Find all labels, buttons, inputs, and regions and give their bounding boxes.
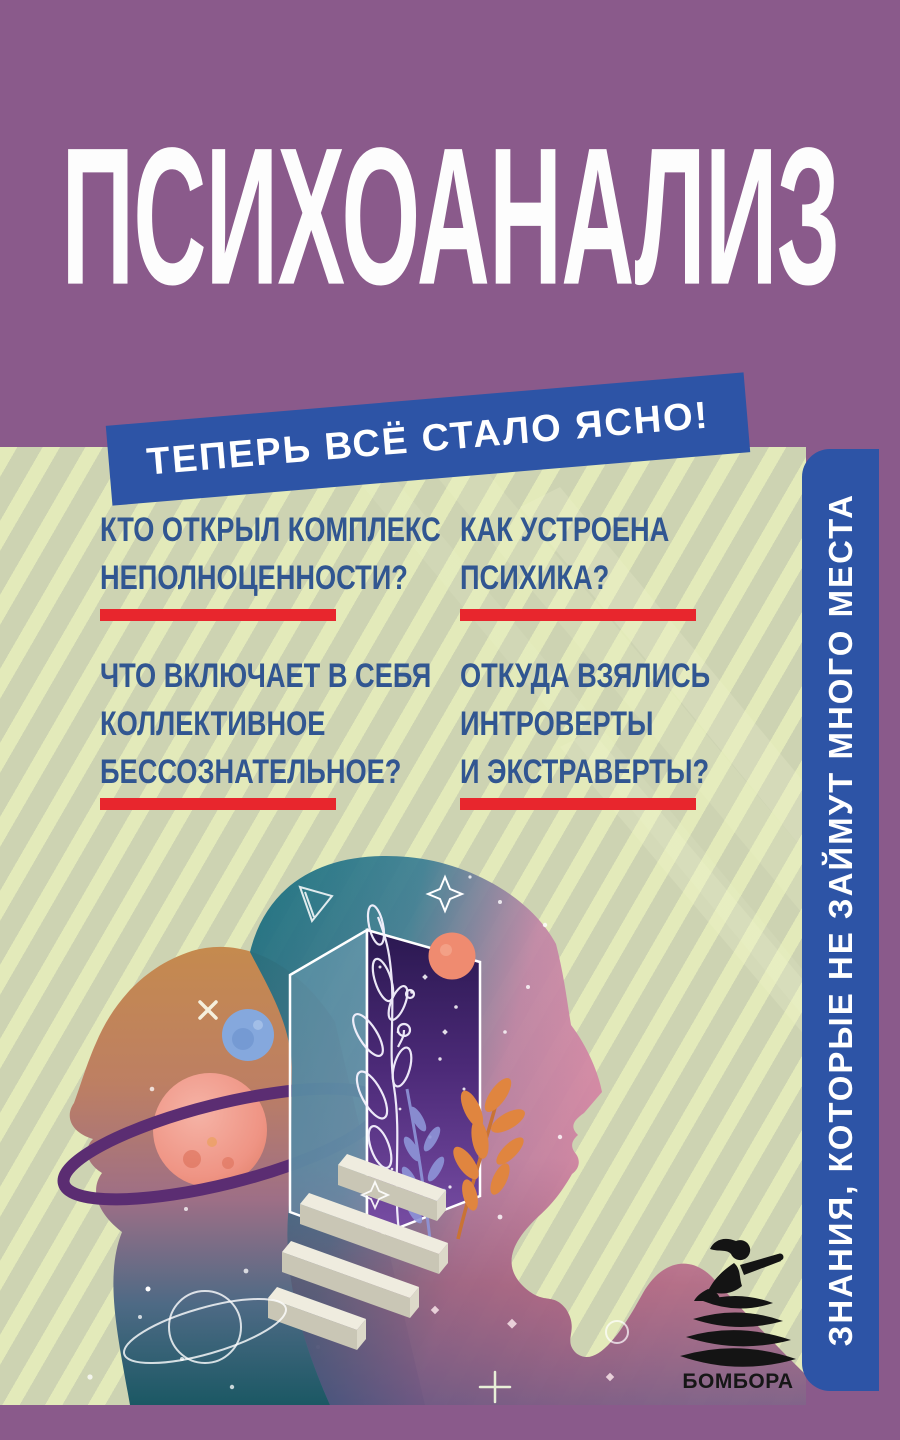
question-line: НЕПОЛНОЦЕННОСТИ? <box>100 559 408 597</box>
question-line: И ЭКСТРАВЕРТЫ? <box>460 753 710 791</box>
red-underline <box>460 798 696 810</box>
blue-planet-icon <box>222 1009 274 1061</box>
red-underline <box>100 609 336 621</box>
question-line: ПСИХИКА? <box>460 559 610 597</box>
question-line: БЕССОЗНАТЕЛЬНОЕ? <box>100 753 402 791</box>
question-block-4 <box>460 652 710 796</box>
question-line: КТО ОТКРЫЛ КОМПЛЕКС <box>100 511 441 549</box>
question-line: ИНТРОВЕРТЫ <box>460 705 654 743</box>
door-panel <box>290 930 367 1240</box>
publisher-name: БОМБОРА <box>682 1370 794 1393</box>
red-underline <box>460 609 696 621</box>
question-line: КАК УСТРОЕНА <box>460 511 670 549</box>
question-line: ЧТО ВКЛЮЧАЕТ В СЕБЯ <box>100 657 432 695</box>
page-title <box>0 106 900 325</box>
red-underline <box>100 798 336 810</box>
question-line: ОТКУДА ВЗЯЛИСЬ <box>460 657 711 695</box>
side-note-text: ЗНАНИЯ, КОТОРЫЕ НЕ ЗАЙМУТ МНОГО МЕСТА <box>821 493 859 1347</box>
question-block-2 <box>460 506 669 602</box>
book-title-text: ПСИХОАНАЛИЗ <box>61 106 839 325</box>
coral-sun-icon <box>429 933 476 980</box>
bombora-figure-icon <box>694 1239 784 1301</box>
banner-text: ТЕПЕРЬ ВСЁ СТАЛО ЯСНО! <box>145 393 711 484</box>
side-note-strip <box>802 449 879 1391</box>
coral-sun-highlight <box>440 944 452 956</box>
question-block-1 <box>100 506 441 602</box>
question-block-3 <box>100 652 431 796</box>
question-line: КОЛЛЕКТИВНОЕ <box>100 705 326 743</box>
